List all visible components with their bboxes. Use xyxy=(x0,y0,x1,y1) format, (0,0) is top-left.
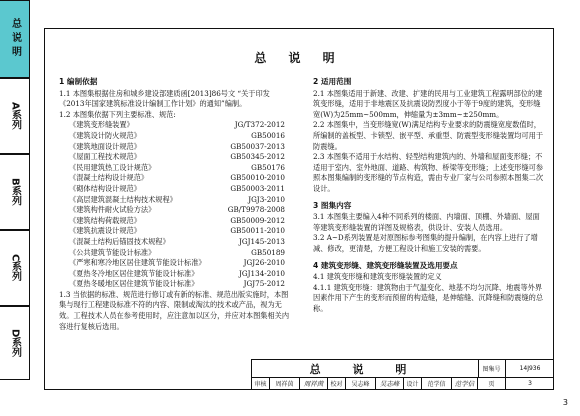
tab-series-c[interactable] xyxy=(0,230,30,306)
standard-code: JG/T372-2012 xyxy=(234,120,285,130)
section-heading: 2 适用范围 xyxy=(313,77,352,86)
standard-code: GB50345-2012 xyxy=(230,152,285,162)
standard-row xyxy=(59,131,291,142)
standard-name: 《砌体结构设计规范》 xyxy=(69,183,141,193)
standard-row xyxy=(59,216,291,227)
standard-name: 《屋面工程技术规范》 xyxy=(69,152,141,162)
tab-series-d[interactable] xyxy=(0,306,30,380)
check-label: 校对 xyxy=(328,377,346,390)
standard-code: JGJ145-2013 xyxy=(239,236,285,246)
paragraph: 1.1 本图集根据住房和城乡建设部建质函[2013]86号文 “关于印发《2013年国家建筑标准设计编制工作计划》的通知”编制。 xyxy=(59,88,270,109)
standard-name: 《严寒和寒冷地区居住建筑节能设计标准》 xyxy=(69,258,206,268)
tab-series-b[interactable] xyxy=(0,154,30,230)
standard-row xyxy=(59,258,291,269)
paragraph: 3.2 A~D系列装置是对原图标参考图集的提升编制，在内容上进行了增减、修改，更清楚，方便工程设计和施工安装的需要。 xyxy=(313,233,538,253)
designer-name: 范学信 xyxy=(422,377,452,390)
paragraph: 1.3 当依据的标准、规范进行修订或有新的标准、规范出版实施时，本图集与现行工程建设标准不符的内容、限制或淘汰的技术或产品，视为无效。工程技术人员在参考使用时，应注意加以区分，并应对本图集相关内容进行复核后选用。 xyxy=(59,289,290,331)
design-label: 设计 xyxy=(404,377,422,390)
atlas-label: 图集号 xyxy=(478,360,506,377)
tab-label: A系列 xyxy=(9,102,21,130)
tab-label: C系列 xyxy=(9,254,21,282)
reviewer-signature: 周祥茵 xyxy=(300,377,328,390)
paragraph: 2.2 本图集中，当变形缝宽(W)满足结构专业要求的防震缝宽度数值时，所编制的盖板型、卡锁型、嵌平型、承重型、防震型变形缝装置均可用于防震缝。 xyxy=(313,120,544,151)
standard-name: 《建筑抗震设计规范》 xyxy=(69,226,141,236)
reviewer-name: 周祥茵 xyxy=(270,377,300,390)
section-heading: 1 编制依据 xyxy=(59,77,98,86)
paragraph: 4.1 建筑变形缝和建筑变形缝装置的定义 xyxy=(313,272,442,282)
standard-row xyxy=(59,142,291,153)
standard-row xyxy=(59,195,291,206)
standard-code: JGJ3-2010 xyxy=(248,194,285,204)
section-heading: 4 建筑变形缝、建筑变形缝装置及选用要点 xyxy=(313,260,458,270)
paragraph: 1.2 本图集依据下列主要标准、规范: xyxy=(59,109,176,119)
standard-code: GB50009-2012 xyxy=(230,215,285,225)
paragraph: 4.1.1 建筑变形缝：建筑物由于气温变化、地基不均匀沉降、地震等外界因素作用下产生的变形而预留的构造缝，是伸缩缝、沉降缝和防震缝的总称。 xyxy=(313,282,544,313)
standard-code: JGJ134-2010 xyxy=(239,268,285,278)
tab-label: D系列 xyxy=(9,328,21,358)
right-column xyxy=(313,77,545,314)
title-block xyxy=(251,359,553,390)
standard-code: GB50010-2010 xyxy=(230,173,285,183)
standard-name: 《民用建筑热工设计规范》 xyxy=(69,162,156,172)
paragraph: 2.3 本图集不适用于水结构、轻型结构建筑内的、外墙和屋面变形缝；不适用于室内、室外地面、道路、构筑物、桥梁等变形缝；上述变形缝可参照本图集编制的变形缝的节点构造，需由专业厂家与公司参照本图集二次设计。 xyxy=(313,152,544,193)
standard-row xyxy=(59,237,291,248)
standard-code: GB/T9978-2008 xyxy=(227,205,285,215)
standard-row xyxy=(59,279,291,290)
page-number: 3 xyxy=(562,398,568,407)
standard-code: JGJ26-2010 xyxy=(243,258,285,268)
designer-signature: 范学信 xyxy=(452,377,478,390)
standard-name: 《高层建筑混凝土结构技术规程》 xyxy=(69,194,177,204)
standard-name: 《夏热冬暖地区居住建筑节能设计标准》 xyxy=(69,279,199,289)
standard-name: 《建筑地面设计规范》 xyxy=(69,141,141,151)
standard-row xyxy=(59,226,291,237)
tab-series-a[interactable] xyxy=(0,78,30,154)
section-heading: 3 图集内容 xyxy=(313,200,352,210)
tab-general-notes[interactable] xyxy=(0,0,30,78)
standard-name: 《公共建筑节能设计标准》 xyxy=(69,247,156,257)
title-block-title: 总 说 明 xyxy=(252,360,479,377)
standard-row xyxy=(59,184,291,195)
standard-code: GB50016 xyxy=(251,130,285,140)
drawing-frame xyxy=(44,28,554,390)
standard-row xyxy=(59,152,291,163)
paragraph: 3.1 本图集主要编入4种不同系列的楼面、内墙面、顶棚、外墙面、屋面等建筑变形缝装置的详图及规格表，供设计、安装人员选用。 xyxy=(313,212,540,232)
standard-name: 《建筑构件耐火试验方法》 xyxy=(69,205,156,215)
standard-code: GB50189 xyxy=(251,247,285,257)
standard-name: 《混凝土结构设计规范》 xyxy=(69,173,149,183)
atlas-number: 14J936 xyxy=(519,365,541,372)
standard-code: JGJ75-2012 xyxy=(243,279,285,289)
standard-code: GB50176 xyxy=(251,162,285,172)
tab-label: 总说明 xyxy=(9,18,21,60)
tab-label: B系列 xyxy=(9,178,21,206)
standards-list xyxy=(59,120,291,290)
paragraph: 2.1 本图集适用于新建、改建、扩建的民用与工业建筑工程露明部位的建筑变形缝，适用于非地震区及抗震设防烈度小于等于9度的建筑，变形缝宽(W)为25mm~500mm，伸缩量为±3mm~±250mm。 xyxy=(313,88,543,119)
standard-name: 《建筑设计防火规范》 xyxy=(69,130,141,140)
standard-row xyxy=(59,173,291,184)
checker-name: 吴志峰 xyxy=(346,377,376,390)
page-cell: 3 xyxy=(528,380,532,387)
standard-row xyxy=(59,269,291,280)
standard-row xyxy=(59,120,291,131)
page-label: 页 xyxy=(478,377,506,390)
standard-row xyxy=(59,163,291,174)
checker-signature: 吴志峰 xyxy=(376,377,404,390)
standard-row xyxy=(59,205,291,216)
standard-name: 《建筑变形缝装置》 xyxy=(69,120,134,130)
review-label: 审核 xyxy=(252,377,270,390)
page-title: 总 说 明 xyxy=(254,51,344,65)
standard-code: GB50003-2011 xyxy=(230,183,285,193)
standard-name: 《混凝土结构后锚固技术规程》 xyxy=(69,236,170,246)
standard-name: 《建筑结构荷载规范》 xyxy=(69,215,141,225)
series-sidebar xyxy=(0,0,30,380)
left-column xyxy=(59,77,291,332)
standard-row xyxy=(59,248,291,259)
standard-name: 《夏热冬冷地区居住建筑节能设计标准》 xyxy=(69,268,199,278)
standard-code: GB50011-2010 xyxy=(230,226,285,236)
standard-code: GB50037-2013 xyxy=(230,141,285,151)
